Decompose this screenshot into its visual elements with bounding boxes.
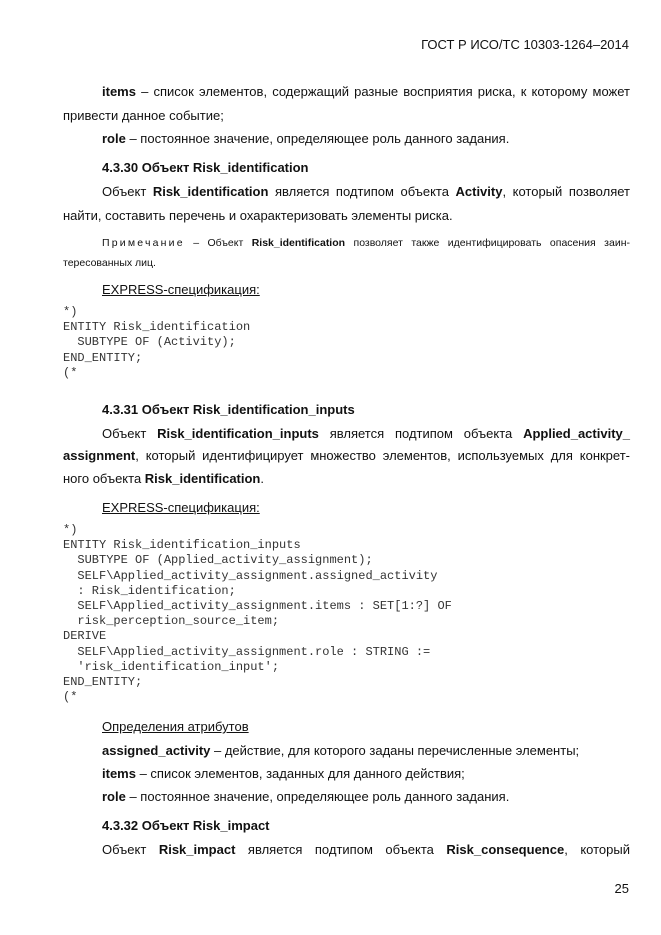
s431-paragraph-line1: Объект Risk_identification_inputs является подтипом объекта Applied_activity_ [102, 426, 630, 441]
s430-paragraph-line2: найти, составить перечень и охарактеризовать элементы риска. [63, 208, 453, 223]
attr-assigned-activity: assigned_activity – действие, для которого заданы перечисленные элементы; [102, 743, 580, 758]
s430-note-line1: Примечание – Объект Risk_identification позволяет также идентифицировать опасения заин- [102, 237, 630, 249]
s430-note-line2: тересованных лиц. [63, 257, 156, 269]
section-heading-4-3-31: 4.3.31 Объект Risk_identification_inputs [102, 402, 355, 417]
attr-items: items – список элементов, заданных для данного действия; [102, 766, 465, 781]
express-spec-label: EXPRESS-спецификация: [102, 282, 260, 297]
document-header: ГОСТ Р ИСО/ТС 10303-1264–2014 [421, 37, 629, 52]
s430-paragraph-line1: Объект Risk_identification является подтипом объекта Activity, который позволяет [102, 184, 630, 199]
items-definition-line2: привести данное событие; [63, 108, 224, 123]
s431-paragraph-line2: assignment, который идентифицирует множество элементов, используемых для конкрет- [63, 448, 630, 463]
note-label: Примечание [102, 237, 185, 249]
s431-paragraph-line3: ного объекта Risk_identification. [63, 471, 264, 486]
items-definition-line1: items – список элементов, содержащий разные восприятия риска, к которому может [102, 84, 630, 99]
express-spec-label: EXPRESS-спецификация: [102, 500, 260, 515]
s432-paragraph-line1: Объект Risk_impact является подтипом объекта Risk_consequence, который [102, 842, 630, 857]
role-definition: role – постоянное значение, определяющее роль данного задания. [102, 131, 510, 146]
attribute-definitions-heading: Определения атрибутов [102, 719, 249, 734]
page-number: 25 [614, 881, 629, 896]
term-role: role [102, 131, 126, 146]
term-items: items [102, 84, 136, 99]
attr-role: role – постоянное значение, определяющее роль данного задания. [102, 789, 510, 804]
section-heading-4-3-30: 4.3.30 Объект Risk_identification [102, 160, 309, 175]
express-code-block: *) ENTITY Risk_identification_inputs SUBTYPE OF (Applied_activity_assignment); SELF\Applied_activity_assignment.assigned_activity : Risk_identification; SELF\Applied_activity_assignment.items : SET[1:?] OF risk_perception_source_item; DERIVE SELF\Applied_activity_assignment.role : STRING := 'risk_identification_input'; END_ENTITY; (* [63, 523, 452, 705]
express-code-block: *) ENTITY Risk_identification SUBTYPE OF (Activity); END_ENTITY; (* [63, 305, 251, 380]
section-heading-4-3-32: 4.3.32 Объект Risk_impact [102, 818, 270, 833]
